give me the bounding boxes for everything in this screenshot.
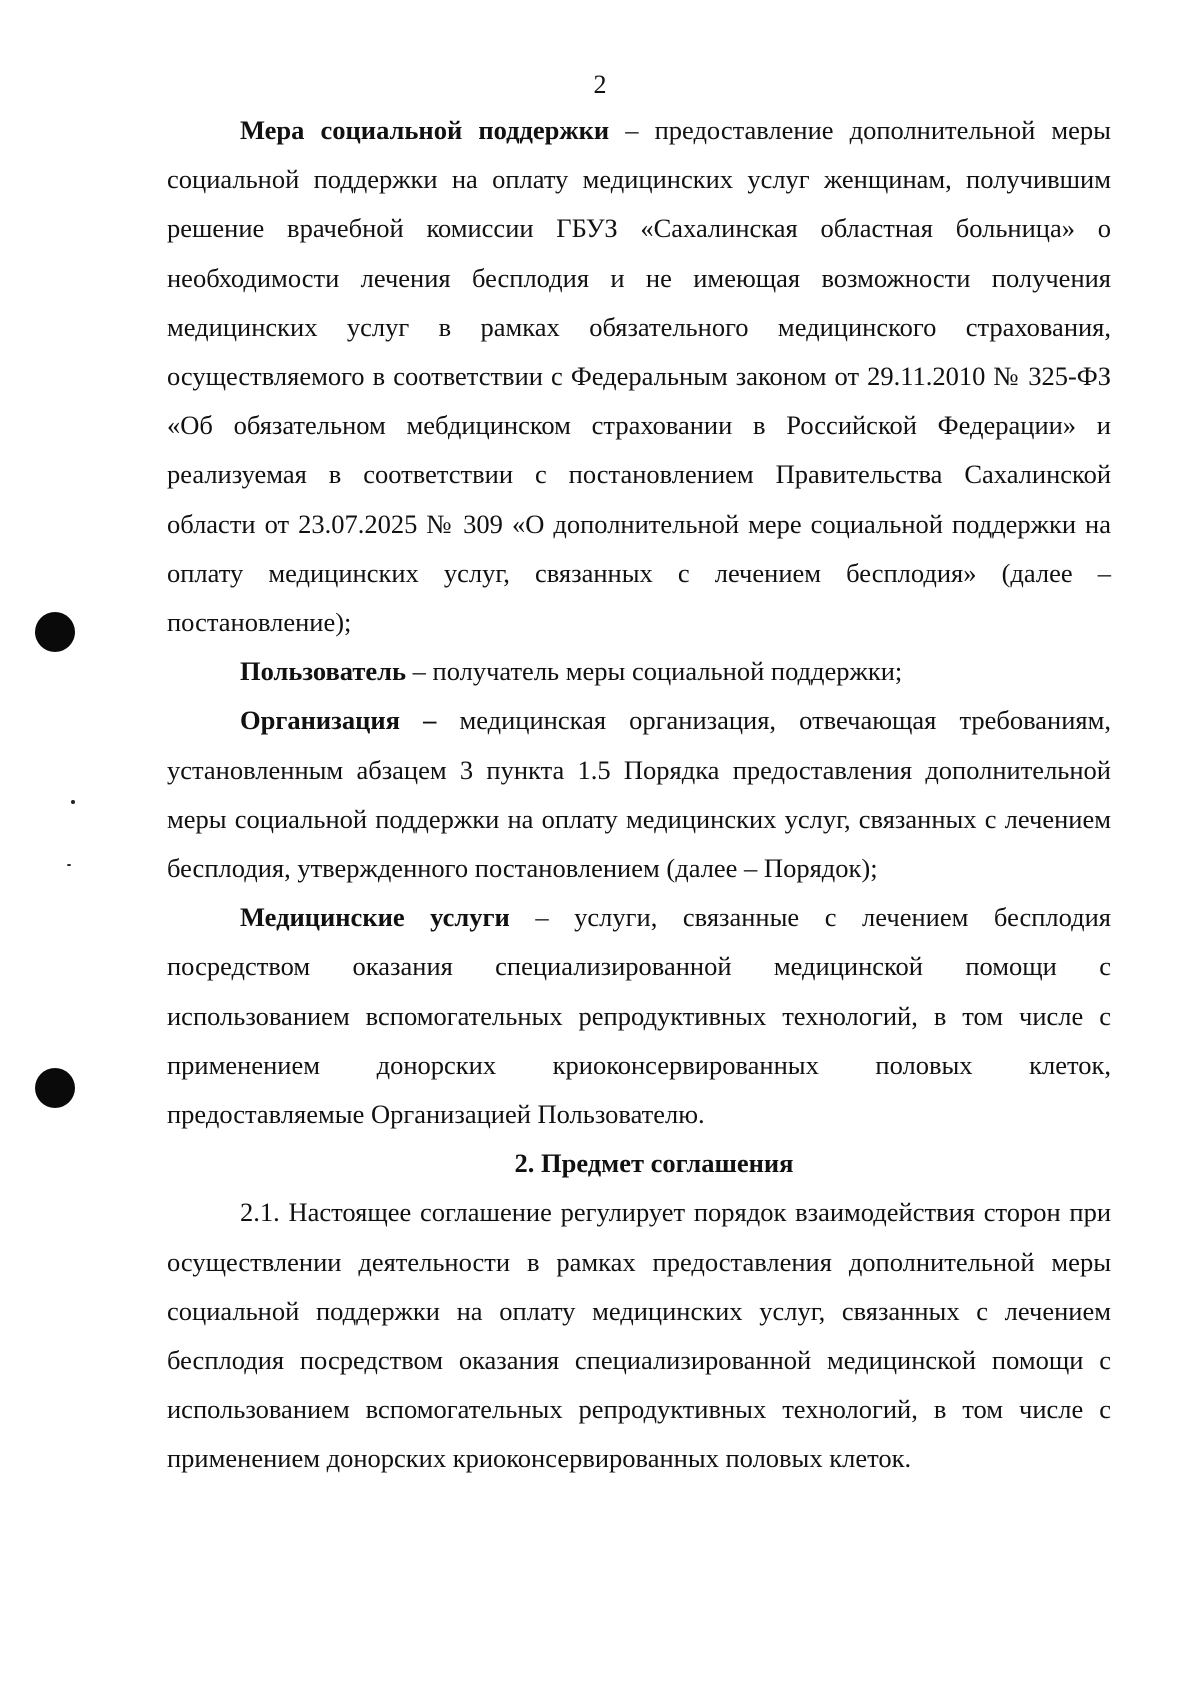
definition-term: Медицинские услуги [240, 902, 510, 933]
binder-hole-top [35, 612, 75, 652]
definition-text: – предоставление дополнительной меры социальной поддержки на оплату медицинских услуг женщинам, получившим решение врачебной комиссии ГБУЗ «Сахалинская областная больница» о необходимости лечения бесплодия и не имеющая возможности получения медицинских услуг в рамках обязательного медицинского страхования, осуществляемого в соответствии с Федеральным законом от 29.11.2010 № 325-ФЗ «Об обязательном мебдицинском страховании в Российской Федерации» и реализуемая в соответствии с постановлением Правительства Сахалинской области от 23.07.2025 № 309 «О дополнительной мере социальной поддержки на оплату медицинских услуг, связанных с лечением бесплодия» (далее – постановление); [167, 115, 1111, 638]
definition-text: медицинская организация, отвечающая требованиям, установленным абзацем 3 пункта 1.5 Порядка предоставления дополнительной меры социальной поддержки на оплату медицинских услуг, связанных с лечением бесплодия, утвержденного постановлением (далее – Порядок); [167, 705, 1112, 884]
document-body [167, 106, 1111, 1484]
binder-hole-bottom [35, 1068, 75, 1108]
definition-term: Организация – [240, 705, 437, 736]
definition-social-support-measure [167, 106, 1111, 647]
definition-user [167, 647, 1111, 696]
definition-term: Пользователь [240, 656, 407, 687]
section-heading: 2. Предмет соглашения [514, 1148, 794, 1179]
definition-text: – получатель меры социальной поддержки; [406, 656, 903, 687]
scan-speck [71, 800, 75, 804]
definition-term: Мера социальной поддержки [240, 115, 610, 145]
page-number: 2 [593, 70, 607, 99]
definition-medical-services [167, 893, 1111, 1139]
scan-speck [67, 864, 71, 866]
section-paragraph-2-1: 2.1. Настоящее соглашение регулирует порядок взаимодействия сторон при осуществлении деятельности в рамках предоставления дополнительной меры социальной поддержки на оплату медицинских услуг, связанных с лечением бесплодия посредством оказания специализированной медицинской помощи с использованием вспомогательных репродуктивных технологий, в том числе с применением донорских криоконсервированных половых клеток. [167, 1197, 1111, 1474]
definition-text: – услуги, связанные с лечением бесплодия посредством оказания специализированной медицинской помощи с использованием вспомогательных репродуктивных технологий, в том числе с применением донорских криоконсервированных половых клеток, предоставляемые Организацией Пользователю. [167, 902, 1111, 1130]
definition-organization [167, 696, 1111, 893]
